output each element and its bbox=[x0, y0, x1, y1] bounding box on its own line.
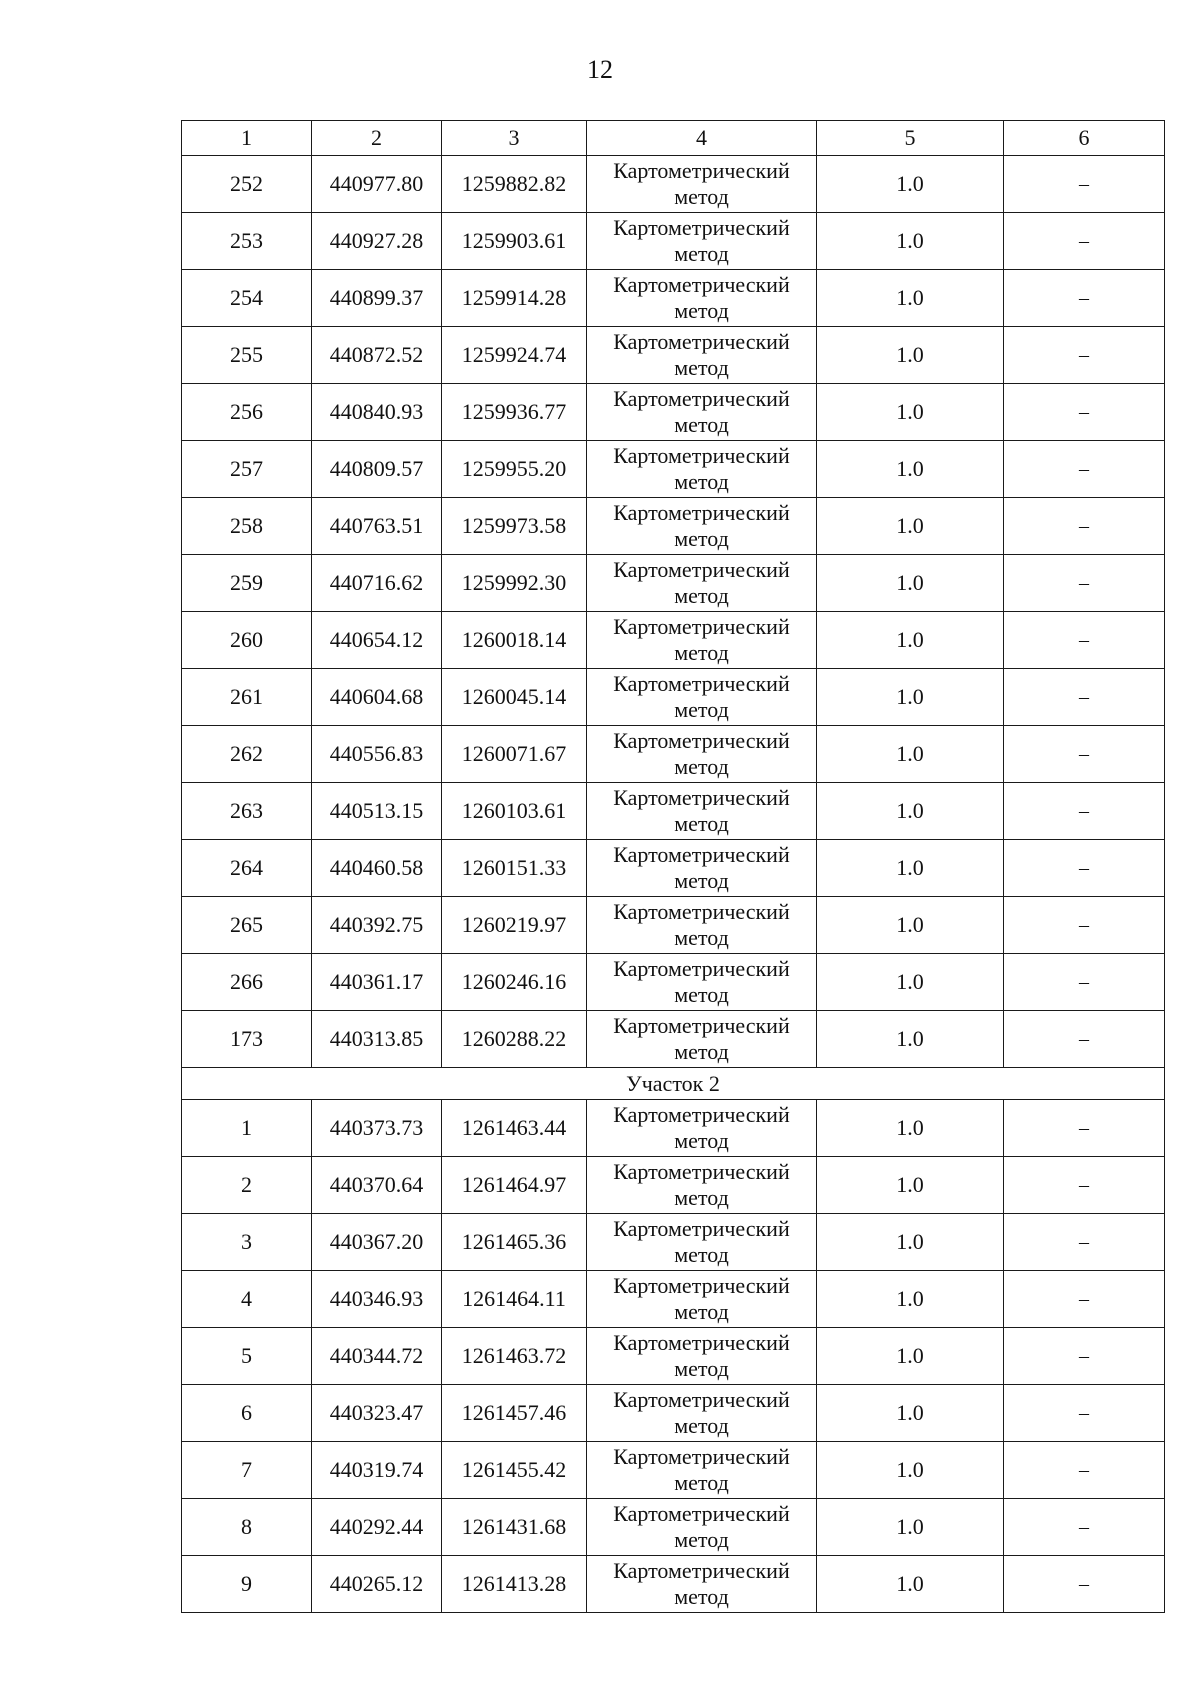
y-coordinate-cell: 1260071.67 bbox=[442, 726, 587, 783]
y-coordinate-cell: 1261455.42 bbox=[442, 1442, 587, 1499]
accuracy-cell: 1.0 bbox=[817, 1214, 1004, 1271]
note-cell: – bbox=[1004, 156, 1165, 213]
point-number-cell: 5 bbox=[182, 1328, 312, 1385]
y-coordinate-cell: 1259955.20 bbox=[442, 441, 587, 498]
x-coordinate-cell: 440313.85 bbox=[312, 1011, 442, 1068]
method-text: метод bbox=[674, 1128, 729, 1153]
table-row bbox=[182, 897, 1165, 954]
table-row bbox=[182, 1011, 1165, 1068]
y-coordinate-cell: 1260246.16 bbox=[442, 954, 587, 1011]
column-header: 2 bbox=[312, 121, 442, 156]
method-cell bbox=[587, 1157, 817, 1214]
y-coordinate-cell: 1261464.11 bbox=[442, 1271, 587, 1328]
method-cell bbox=[587, 954, 817, 1011]
x-coordinate-cell: 440716.62 bbox=[312, 555, 442, 612]
method-text: метод bbox=[674, 184, 729, 209]
accuracy-cell: 1.0 bbox=[817, 1442, 1004, 1499]
accuracy-cell: 1.0 bbox=[817, 441, 1004, 498]
x-coordinate-cell: 440367.20 bbox=[312, 1214, 442, 1271]
point-number-cell: 4 bbox=[182, 1271, 312, 1328]
method-text: метод bbox=[674, 1039, 729, 1064]
accuracy-cell: 1.0 bbox=[817, 1100, 1004, 1157]
method-text: Картометрический bbox=[613, 1387, 790, 1412]
accuracy-cell: 1.0 bbox=[817, 840, 1004, 897]
accuracy-cell: 1.0 bbox=[817, 498, 1004, 555]
method-text: Картометрический bbox=[613, 272, 790, 297]
method-cell bbox=[587, 1214, 817, 1271]
x-coordinate-cell: 440265.12 bbox=[312, 1556, 442, 1613]
method-text: Картометрический bbox=[613, 1273, 790, 1298]
y-coordinate-cell: 1260151.33 bbox=[442, 840, 587, 897]
method-text: метод bbox=[674, 469, 729, 494]
y-coordinate-cell: 1259882.82 bbox=[442, 156, 587, 213]
y-coordinate-cell: 1260018.14 bbox=[442, 612, 587, 669]
table-row bbox=[182, 327, 1165, 384]
y-coordinate-cell: 1261457.46 bbox=[442, 1385, 587, 1442]
section-title: Участок 2 bbox=[182, 1068, 1165, 1100]
method-text: метод bbox=[674, 811, 729, 836]
accuracy-cell: 1.0 bbox=[817, 327, 1004, 384]
method-text: Картометрический bbox=[613, 329, 790, 354]
method-cell bbox=[587, 213, 817, 270]
note-cell: – bbox=[1004, 1442, 1165, 1499]
y-coordinate-cell: 1260219.97 bbox=[442, 897, 587, 954]
accuracy-cell: 1.0 bbox=[817, 1385, 1004, 1442]
column-header: 3 bbox=[442, 121, 587, 156]
method-text: метод bbox=[674, 1299, 729, 1324]
x-coordinate-cell: 440977.80 bbox=[312, 156, 442, 213]
x-coordinate-cell: 440373.73 bbox=[312, 1100, 442, 1157]
table-row bbox=[182, 1157, 1165, 1214]
point-number-cell: 261 bbox=[182, 669, 312, 726]
x-coordinate-cell: 440654.12 bbox=[312, 612, 442, 669]
point-number-cell: 254 bbox=[182, 270, 312, 327]
note-cell: – bbox=[1004, 327, 1165, 384]
y-coordinate-cell: 1259924.74 bbox=[442, 327, 587, 384]
accuracy-cell: 1.0 bbox=[817, 669, 1004, 726]
method-text: метод bbox=[674, 355, 729, 380]
table-row bbox=[182, 1385, 1165, 1442]
point-number-cell: 3 bbox=[182, 1214, 312, 1271]
method-text: Картометрический bbox=[613, 1216, 790, 1241]
table-row bbox=[182, 669, 1165, 726]
x-coordinate-cell: 440763.51 bbox=[312, 498, 442, 555]
x-coordinate-cell: 440323.47 bbox=[312, 1385, 442, 1442]
accuracy-cell: 1.0 bbox=[817, 954, 1004, 1011]
point-number-cell: 258 bbox=[182, 498, 312, 555]
column-header: 1 bbox=[182, 121, 312, 156]
method-cell bbox=[587, 783, 817, 840]
point-number-cell: 2 bbox=[182, 1157, 312, 1214]
note-cell: – bbox=[1004, 897, 1165, 954]
table-body bbox=[182, 121, 1165, 1613]
point-number-cell: 264 bbox=[182, 840, 312, 897]
method-text: Картометрический bbox=[613, 1444, 790, 1469]
method-cell bbox=[587, 156, 817, 213]
method-text: метод bbox=[674, 241, 729, 266]
accuracy-cell: 1.0 bbox=[817, 1556, 1004, 1613]
point-number-cell: 257 bbox=[182, 441, 312, 498]
method-text: метод bbox=[674, 412, 729, 437]
table-header-row bbox=[182, 121, 1165, 156]
accuracy-cell: 1.0 bbox=[817, 1499, 1004, 1556]
point-number-cell: 6 bbox=[182, 1385, 312, 1442]
table-row bbox=[182, 441, 1165, 498]
method-text: метод bbox=[674, 1470, 729, 1495]
accuracy-cell: 1.0 bbox=[817, 1271, 1004, 1328]
y-coordinate-cell: 1261464.97 bbox=[442, 1157, 587, 1214]
method-cell bbox=[587, 1011, 817, 1068]
accuracy-cell: 1.0 bbox=[817, 897, 1004, 954]
table-row bbox=[182, 270, 1165, 327]
note-cell: – bbox=[1004, 441, 1165, 498]
point-number-cell: 260 bbox=[182, 612, 312, 669]
table-row bbox=[182, 1556, 1165, 1613]
y-coordinate-cell: 1260103.61 bbox=[442, 783, 587, 840]
method-text: Картометрический bbox=[613, 1330, 790, 1355]
note-cell: – bbox=[1004, 555, 1165, 612]
accuracy-cell: 1.0 bbox=[817, 384, 1004, 441]
method-text: Картометрический bbox=[613, 1558, 790, 1583]
note-cell: – bbox=[1004, 213, 1165, 270]
method-text: Картометрический bbox=[613, 956, 790, 981]
point-number-cell: 8 bbox=[182, 1499, 312, 1556]
y-coordinate-cell: 1259903.61 bbox=[442, 213, 587, 270]
method-text: метод bbox=[674, 697, 729, 722]
method-text: Картометрический bbox=[613, 614, 790, 639]
column-header: 4 bbox=[587, 121, 817, 156]
method-text: метод bbox=[674, 526, 729, 551]
y-coordinate-cell: 1260288.22 bbox=[442, 1011, 587, 1068]
y-coordinate-cell: 1259992.30 bbox=[442, 555, 587, 612]
note-cell: – bbox=[1004, 1011, 1165, 1068]
method-cell bbox=[587, 1271, 817, 1328]
x-coordinate-cell: 440513.15 bbox=[312, 783, 442, 840]
coordinates-table bbox=[181, 120, 1165, 1613]
method-cell bbox=[587, 897, 817, 954]
method-text: метод bbox=[674, 583, 729, 608]
point-number-cell: 255 bbox=[182, 327, 312, 384]
x-coordinate-cell: 440392.75 bbox=[312, 897, 442, 954]
point-number-cell: 9 bbox=[182, 1556, 312, 1613]
method-text: метод bbox=[674, 1242, 729, 1267]
note-cell: – bbox=[1004, 1214, 1165, 1271]
x-coordinate-cell: 440840.93 bbox=[312, 384, 442, 441]
method-text: Картометрический bbox=[613, 158, 790, 183]
method-text: метод bbox=[674, 640, 729, 665]
method-text: Картометрический bbox=[613, 1013, 790, 1038]
table-row bbox=[182, 555, 1165, 612]
point-number-cell: 266 bbox=[182, 954, 312, 1011]
note-cell: – bbox=[1004, 498, 1165, 555]
table-row bbox=[182, 384, 1165, 441]
method-text: метод bbox=[674, 1356, 729, 1381]
method-cell bbox=[587, 327, 817, 384]
table-row bbox=[182, 1442, 1165, 1499]
method-text: Картометрический bbox=[613, 443, 790, 468]
accuracy-cell: 1.0 bbox=[817, 555, 1004, 612]
method-cell bbox=[587, 498, 817, 555]
method-text: метод bbox=[674, 982, 729, 1007]
x-coordinate-cell: 440346.93 bbox=[312, 1271, 442, 1328]
method-text: Картометрический bbox=[613, 785, 790, 810]
table-row bbox=[182, 213, 1165, 270]
point-number-cell: 265 bbox=[182, 897, 312, 954]
x-coordinate-cell: 440556.83 bbox=[312, 726, 442, 783]
y-coordinate-cell: 1261431.68 bbox=[442, 1499, 587, 1556]
x-coordinate-cell: 440927.28 bbox=[312, 213, 442, 270]
method-text: Картометрический bbox=[613, 215, 790, 240]
method-text: метод bbox=[674, 298, 729, 323]
y-coordinate-cell: 1261463.44 bbox=[442, 1100, 587, 1157]
note-cell: – bbox=[1004, 1328, 1165, 1385]
x-coordinate-cell: 440370.64 bbox=[312, 1157, 442, 1214]
table-row bbox=[182, 1499, 1165, 1556]
accuracy-cell: 1.0 bbox=[817, 726, 1004, 783]
method-text: метод bbox=[674, 754, 729, 779]
table-row bbox=[182, 1214, 1165, 1271]
point-number-cell: 259 bbox=[182, 555, 312, 612]
note-cell: – bbox=[1004, 840, 1165, 897]
method-cell bbox=[587, 441, 817, 498]
x-coordinate-cell: 440809.57 bbox=[312, 441, 442, 498]
method-cell bbox=[587, 1556, 817, 1613]
point-number-cell: 263 bbox=[182, 783, 312, 840]
x-coordinate-cell: 440899.37 bbox=[312, 270, 442, 327]
method-text: Картометрический bbox=[613, 671, 790, 696]
table-row bbox=[182, 1100, 1165, 1157]
x-coordinate-cell: 440361.17 bbox=[312, 954, 442, 1011]
method-cell bbox=[587, 1100, 817, 1157]
table-row bbox=[182, 840, 1165, 897]
accuracy-cell: 1.0 bbox=[817, 1157, 1004, 1214]
note-cell: – bbox=[1004, 612, 1165, 669]
accuracy-cell: 1.0 bbox=[817, 270, 1004, 327]
method-text: метод bbox=[674, 1413, 729, 1438]
y-coordinate-cell: 1260045.14 bbox=[442, 669, 587, 726]
method-text: метод bbox=[674, 1527, 729, 1552]
method-cell bbox=[587, 1328, 817, 1385]
table-row bbox=[182, 1328, 1165, 1385]
table-row bbox=[182, 156, 1165, 213]
page-number: 12 bbox=[587, 55, 613, 84]
y-coordinate-cell: 1259936.77 bbox=[442, 384, 587, 441]
note-cell: – bbox=[1004, 726, 1165, 783]
method-text: Картометрический bbox=[613, 1159, 790, 1184]
method-text: метод bbox=[674, 1584, 729, 1609]
note-cell: – bbox=[1004, 384, 1165, 441]
point-number-cell: 1 bbox=[182, 1100, 312, 1157]
y-coordinate-cell: 1261463.72 bbox=[442, 1328, 587, 1385]
method-text: Картометрический bbox=[613, 500, 790, 525]
x-coordinate-cell: 440872.52 bbox=[312, 327, 442, 384]
y-coordinate-cell: 1259914.28 bbox=[442, 270, 587, 327]
point-number-cell: 256 bbox=[182, 384, 312, 441]
y-coordinate-cell: 1261465.36 bbox=[442, 1214, 587, 1271]
note-cell: – bbox=[1004, 1100, 1165, 1157]
x-coordinate-cell: 440604.68 bbox=[312, 669, 442, 726]
y-coordinate-cell: 1259973.58 bbox=[442, 498, 587, 555]
note-cell: – bbox=[1004, 669, 1165, 726]
method-text: Картометрический bbox=[613, 1501, 790, 1526]
method-text: метод bbox=[674, 868, 729, 893]
table-row bbox=[182, 954, 1165, 1011]
method-cell bbox=[587, 726, 817, 783]
method-cell bbox=[587, 384, 817, 441]
table-row bbox=[182, 612, 1165, 669]
point-number-cell: 253 bbox=[182, 213, 312, 270]
table-row bbox=[182, 1271, 1165, 1328]
point-number-cell: 173 bbox=[182, 1011, 312, 1068]
method-text: Картометрический bbox=[613, 899, 790, 924]
note-cell: – bbox=[1004, 1157, 1165, 1214]
table-row bbox=[182, 783, 1165, 840]
point-number-cell: 252 bbox=[182, 156, 312, 213]
x-coordinate-cell: 440292.44 bbox=[312, 1499, 442, 1556]
method-text: метод bbox=[674, 925, 729, 950]
method-text: Картометрический bbox=[613, 557, 790, 582]
section-row bbox=[182, 1068, 1165, 1100]
x-coordinate-cell: 440460.58 bbox=[312, 840, 442, 897]
table-row bbox=[182, 498, 1165, 555]
table-row bbox=[182, 726, 1165, 783]
accuracy-cell: 1.0 bbox=[817, 156, 1004, 213]
point-number-cell: 7 bbox=[182, 1442, 312, 1499]
x-coordinate-cell: 440319.74 bbox=[312, 1442, 442, 1499]
column-header: 5 bbox=[817, 121, 1004, 156]
note-cell: – bbox=[1004, 1556, 1165, 1613]
method-text: Картометрический bbox=[613, 728, 790, 753]
accuracy-cell: 1.0 bbox=[817, 1011, 1004, 1068]
accuracy-cell: 1.0 bbox=[817, 612, 1004, 669]
accuracy-cell: 1.0 bbox=[817, 213, 1004, 270]
method-text: Картометрический bbox=[613, 842, 790, 867]
method-cell bbox=[587, 1499, 817, 1556]
note-cell: – bbox=[1004, 1271, 1165, 1328]
method-text: Картометрический bbox=[613, 386, 790, 411]
method-text: метод bbox=[674, 1185, 729, 1210]
note-cell: – bbox=[1004, 954, 1165, 1011]
method-cell bbox=[587, 270, 817, 327]
column-header: 6 bbox=[1004, 121, 1165, 156]
method-cell bbox=[587, 555, 817, 612]
method-cell bbox=[587, 1385, 817, 1442]
note-cell: – bbox=[1004, 270, 1165, 327]
method-cell bbox=[587, 669, 817, 726]
point-number-cell: 262 bbox=[182, 726, 312, 783]
method-text: Картометрический bbox=[613, 1102, 790, 1127]
accuracy-cell: 1.0 bbox=[817, 1328, 1004, 1385]
note-cell: – bbox=[1004, 783, 1165, 840]
accuracy-cell: 1.0 bbox=[817, 783, 1004, 840]
y-coordinate-cell: 1261413.28 bbox=[442, 1556, 587, 1613]
note-cell: – bbox=[1004, 1385, 1165, 1442]
method-cell bbox=[587, 840, 817, 897]
note-cell: – bbox=[1004, 1499, 1165, 1556]
x-coordinate-cell: 440344.72 bbox=[312, 1328, 442, 1385]
method-cell bbox=[587, 612, 817, 669]
method-cell bbox=[587, 1442, 817, 1499]
